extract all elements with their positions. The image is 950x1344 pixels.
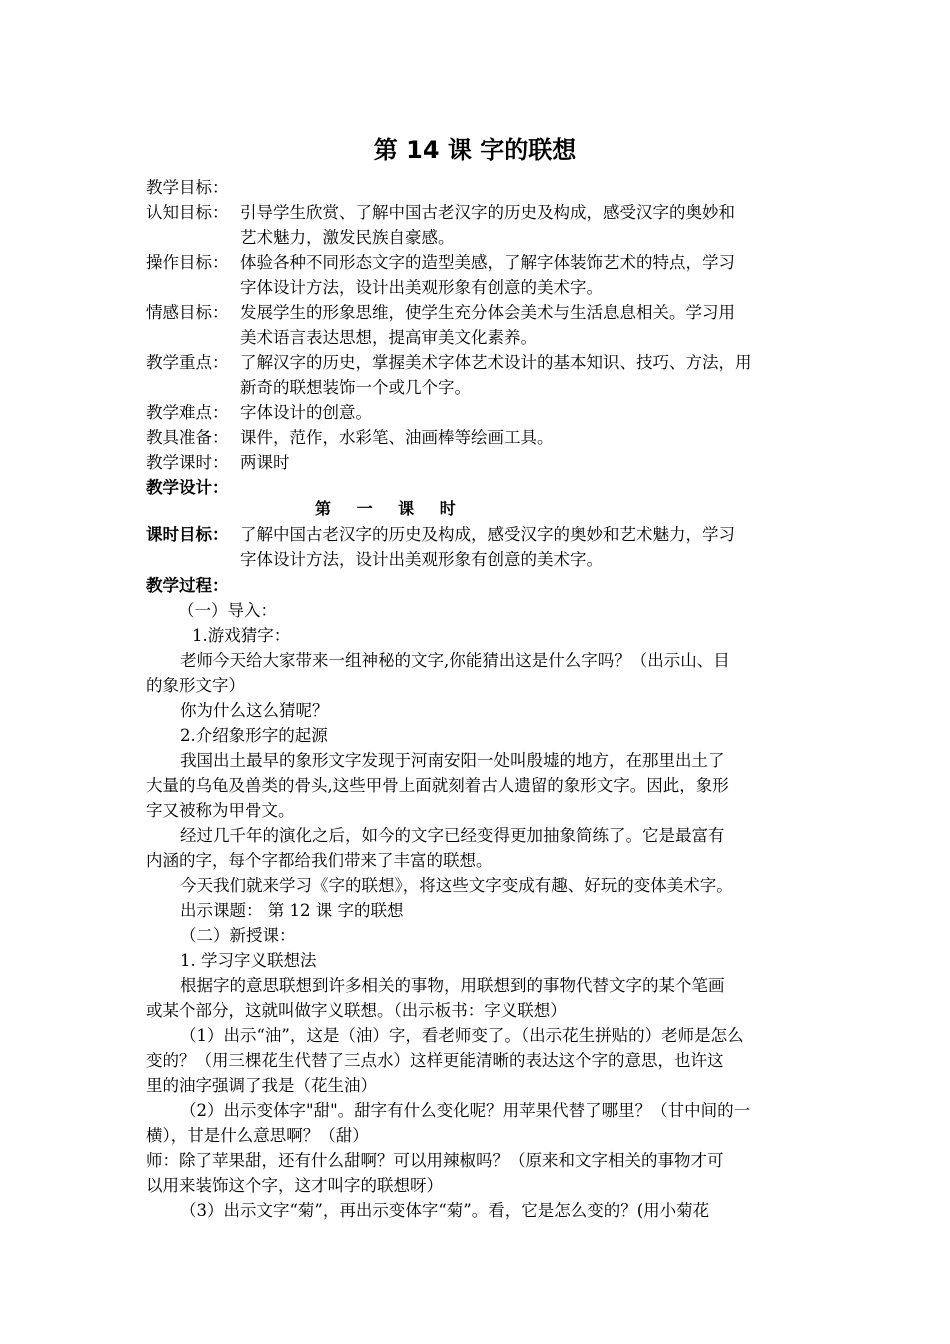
paragraph-line: 老师今天给大家带来一组神秘的文字,你能猜出这是什么字吗？（出示山、目 — [180, 651, 730, 670]
process-heading: 教学过程： — [146, 576, 229, 595]
paragraph-line: 大量的乌龟及兽类的骨头,这些甲骨上面就刻着古人遗留的象形文字。因此，象形 — [146, 776, 729, 795]
key-point-text-2: 新奇的联想装饰一个或几个字。 — [240, 378, 471, 397]
lesson-goal-text-1: 了解中国古老汉字的历史及构成，感受汉字的奥妙和艺术魅力，学习 — [240, 525, 735, 544]
paragraph-line: 师：除了苹果甜，还有什么甜啊？可以用辣椒吗？（原来和文字相关的事物才可 — [146, 1151, 724, 1170]
paragraph-line: 我国出土最早的象形文字发现于河南安阳一处叫殷墟的地方，在那里出土了 — [180, 751, 725, 770]
tools-label: 教具准备： — [146, 428, 229, 447]
paragraph-line: （二）新授课： — [180, 926, 296, 945]
operation-text-2: 字体设计方法，设计出美观形象有创意的美术字。 — [240, 278, 603, 297]
objectives-heading: 教学目标： — [146, 178, 229, 197]
tools-text: 课件，范作，水彩笔、油画棒等绘画工具。 — [240, 428, 554, 447]
hours-text: 两课时 — [240, 453, 290, 472]
paragraph-line: 内涵的字，每个字都给我们带来了丰富的联想。 — [146, 851, 493, 870]
cognitive-text-1: 引导学生欣赏、了解中国古老汉字的历史及构成，感受汉字的奥妙和 — [240, 203, 735, 222]
paragraph-line: （2）出示变体字"甜"。甜字有什么变化呢？用苹果代替了哪里？（甘中间的一 — [180, 1101, 751, 1120]
paragraph-line: 的象形文字） — [146, 676, 245, 695]
tools — [146, 425, 816, 450]
operation-objective — [146, 250, 816, 275]
design-heading: 教学设计： — [146, 478, 229, 497]
page-title: 第 14 课 字的联想 — [373, 136, 577, 164]
first-lesson-heading: 第 一 课 时 — [315, 499, 466, 518]
operation-text-1: 体验各种不同形态文字的造型美感，了解字体装饰艺术的特点，学习 — [240, 253, 735, 272]
paragraph-line: 今天我们就来学习《字的联想》，将这些文字变成有趣、好玩的变体美术字。 — [180, 876, 733, 895]
emotion-objective — [146, 300, 816, 325]
difficulty-label: 教学难点： — [146, 403, 229, 422]
operation-label: 操作目标： — [146, 253, 229, 272]
cognitive-text-2: 艺术魅力，激发民族自豪感。 — [240, 228, 455, 247]
cognitive-label: 认知目标： — [146, 203, 229, 222]
paragraph-line: 1.游戏猜字： — [192, 626, 291, 645]
key-point — [146, 350, 816, 375]
paragraph-line: 或某个部分，这就叫做字义联想。（出示板书：字义联想） — [146, 1001, 567, 1020]
lesson-goal — [146, 522, 816, 547]
emotion-text-1: 发展学生的形象思维，使学生充分体会美术与生活息息相关。学习用 — [240, 303, 735, 322]
paragraph-line: 横），甘是什么意思啊？（甜） — [146, 1126, 369, 1145]
lesson-goal-text-2: 字体设计方法，设计出美观形象有创意的美术字。 — [240, 550, 603, 569]
paragraph-line: 1. 学习字义联想法 — [180, 951, 317, 970]
paragraph-line: （1）出示“油”，这是（油）字，看老师变了。（出示花生拼贴的）老师是怎么 — [180, 1026, 744, 1045]
paragraph-line: 字又被称为甲骨文。 — [146, 801, 295, 820]
paragraph-line: 你为什么这么猜呢？ — [180, 701, 329, 720]
emotion-label: 情感目标： — [146, 303, 229, 322]
paragraph-line: 里的油字强调了我是（花生油） — [146, 1076, 377, 1095]
difficulty-text: 字体设计的创意。 — [240, 403, 372, 422]
key-point-label: 教学重点： — [146, 353, 229, 372]
paragraph-line: 2.介绍象形字的起源 — [180, 726, 328, 745]
paragraph-line: 经过几千年的演化之后，如今的文字已经变得更加抽象简练了。它是最富有 — [180, 826, 725, 845]
hours — [146, 450, 816, 475]
paragraph-line: （一）导入： — [178, 601, 277, 620]
paragraph-line: 以用来装饰这个字，这才叫字的联想呀） — [146, 1176, 443, 1195]
paragraph-line: 根据字的意思联想到许多相关的事物，用联想到的事物代替文字的某个笔画 — [180, 976, 725, 995]
lesson-goal-label: 课时目标： — [146, 525, 229, 544]
cognitive-objective — [146, 200, 816, 225]
emotion-text-2: 美术语言表达思想，提高审美文化素养。 — [240, 328, 537, 347]
hours-label: 教学课时： — [146, 453, 229, 472]
difficulty — [146, 400, 816, 425]
paragraph-line: 变的？（用三棵花生代替了三点水）这样更能清晰的表达这个字的意思，也许这 — [146, 1051, 724, 1070]
key-point-text-1: 了解汉字的历史，掌握美术字体艺术设计的基本知识、技巧、方法，用 — [240, 353, 752, 372]
paragraph-line: （3）出示文字“菊”，再出示变体字“菊”。看，它是怎么变的？(用小菊花 — [180, 1201, 710, 1220]
paragraph-line: 出示课题： 第 12 课 字的联想 — [180, 901, 404, 920]
